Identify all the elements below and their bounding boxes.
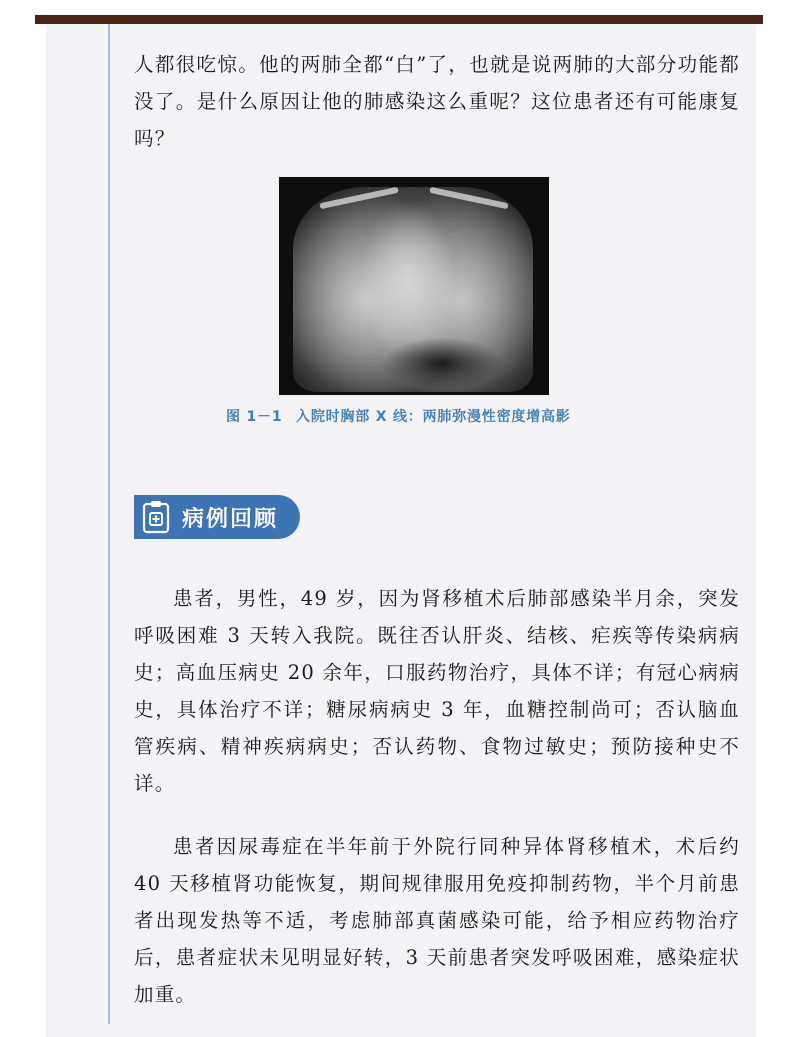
clipboard-icon (142, 500, 170, 534)
figure-caption (226, 406, 606, 430)
lung-fields (293, 187, 533, 392)
chest-xray-image (279, 177, 549, 395)
case-paragraph-2: 患者因尿毒症在半年前于外院行同种异体肾移植术，术后约 40 天移植肾功能恢复，期间规律服用免疫抑制药物，半个月前患者出现发热等不适，考虑肺部真菌感染可能，给予相应药物治疗后，患者症状未见明显好转，3 天前患者突发呼吸困难，感染症状加重。 (134, 835, 740, 1006)
section-heading (134, 495, 300, 539)
section-title: 病例回顾 (182, 506, 279, 532)
book-page (46, 24, 756, 1037)
intro-paragraph: 人都很吃惊。他的两肺全都“白”了，也就是说两肺的大部分功能都没了。是什么原因让他的肺感染这么重呢？这位患者还有可能康复吗？ (134, 53, 740, 150)
top-border-bar (35, 15, 763, 24)
figure-caption-text: 入院时胸部 X 线：两肺弥漫性密度增高影 (296, 409, 571, 425)
case-paragraph-1: 患者，男性，49 岁，因为肾移植术后肺部感染半月余，突发呼吸困难 3 天转入我院。既往否认肝炎、结核、疟疾等传染病病史；高血压病史 20 余年，口服药物治疗，具体不详；有冠心病病史，具体治疗不详；糖尿病病史 3 年，血糖控制尚可；否认脑血管疾病、精神疾病病史；否认药物、食物过敏史；预防接种史不详。 (134, 587, 740, 795)
margin-rule (108, 24, 110, 1024)
figure-number: 图 1－1 (226, 409, 283, 425)
